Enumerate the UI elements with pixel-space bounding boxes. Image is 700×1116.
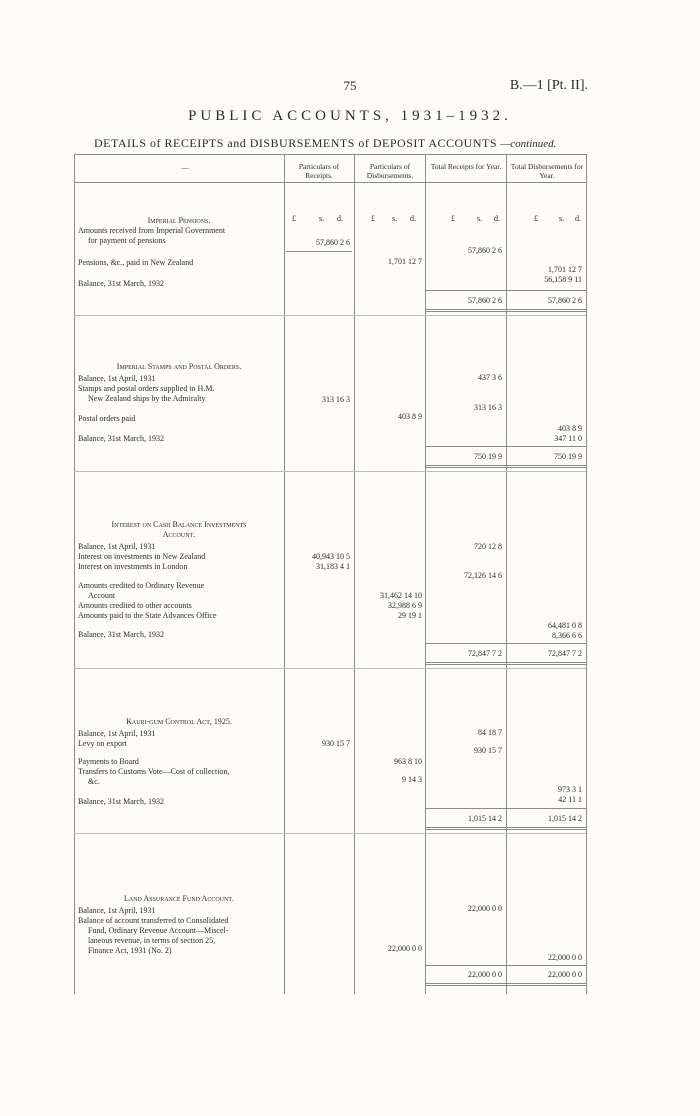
column-header-blank: — <box>181 163 189 172</box>
amount-cell: 42 11 1 <box>558 795 582 804</box>
amount-cell: 930 15 7 <box>322 739 350 748</box>
section-heading: Kauri-gum Control Act, 1925. <box>126 717 232 726</box>
column-header-total-receipts: Total Receipts for Year. <box>430 162 502 171</box>
amount-cell: 40,943 10 5 <box>312 552 350 561</box>
row-label: Balance, 31st March, 1932 <box>78 279 164 288</box>
column-header-total-disbursements: Total Disbursements for Year. <box>510 162 584 180</box>
section-heading: Land Assurance Fund Account. <box>123 894 234 903</box>
row-label: Balance of account transferred to Consolidated <box>78 916 229 925</box>
amount-cell: 57,860 2 6 <box>468 246 502 255</box>
row-label: Interest on investments in London <box>78 562 188 571</box>
total-rule <box>425 965 586 966</box>
shilling-sign: s. <box>319 214 325 223</box>
section-heading: Imperial Stamps and Postal Orders. <box>116 362 242 371</box>
section-divider <box>74 668 586 669</box>
amount-cell: 1,701 12 7 <box>388 257 422 266</box>
row-label: Postal orders paid <box>78 414 136 423</box>
shilling-sign: s. <box>477 214 483 223</box>
total-cell: 57,860 2 6 <box>468 296 502 305</box>
row-label: Balance, 1st April, 1931 <box>78 906 156 915</box>
double-rule <box>425 662 586 663</box>
amount-cell: 313 16 3 <box>474 403 502 412</box>
amount-cell: 973 3 1 <box>558 785 582 794</box>
row-label: Transfers to Customs Vote—Cost of collection, <box>78 767 230 776</box>
total-rule <box>425 446 586 447</box>
row-label: Account <box>88 591 116 600</box>
row-label: Amounts credited to Ordinary Revenue <box>78 581 205 590</box>
subtotal-rule <box>286 251 352 252</box>
row-label: Balance, 1st April, 1931 <box>78 374 156 383</box>
row-label: Stamps and postal orders supplied to H.M. <box>78 384 215 393</box>
row-label: Interest on investments in New Zealand <box>78 552 206 561</box>
total-cell: 22,000 0 0 <box>548 970 582 979</box>
pound-sign: £ <box>292 214 296 223</box>
amount-cell: 347 11 0 <box>554 434 582 443</box>
row-label: Finance Act, 1931 (No. 2) <box>88 946 172 955</box>
pence-sign: d. <box>494 214 500 223</box>
section-heading: Interest on Cash Balance Investments <box>111 520 247 529</box>
double-rule <box>425 985 586 986</box>
row-label: Amounts credited to other accounts <box>78 601 192 610</box>
section-divider <box>74 315 586 316</box>
row-label: Balance, 1st April, 1931 <box>78 729 156 738</box>
amount-cell: 32,988 6 9 <box>388 601 422 610</box>
amount-cell: 437 3 6 <box>478 373 502 382</box>
table-right-rule <box>586 154 587 994</box>
shilling-sign: s. <box>559 214 565 223</box>
total-cell: 1,015 14 2 <box>468 814 502 823</box>
column-header-receipts: Particulars of Receipts. <box>298 162 340 180</box>
subtitle-text: DETAILS of RECEIPTS and DISBURSEMENTS of DEPOSIT ACCOUNTS <box>94 136 498 150</box>
row-label: Pensions, &c., paid in New Zealand <box>78 258 194 267</box>
amount-cell: 29 19 1 <box>398 611 422 620</box>
total-cell: 72,847 7 2 <box>468 649 502 658</box>
amount-cell: 313 16 3 <box>322 395 350 404</box>
total-cell: 1,015 14 2 <box>548 814 582 823</box>
page-subtitle <box>94 136 556 151</box>
total-cell: 22,000 0 0 <box>468 970 502 979</box>
pence-sign: d. <box>410 214 416 223</box>
amount-cell: 930 15 7 <box>474 746 502 755</box>
total-rule <box>425 808 586 809</box>
pound-sign: £ <box>371 214 375 223</box>
amount-cell: 72,126 14 6 <box>464 571 502 580</box>
row-label: Balance, 31st March, 1932 <box>78 797 164 806</box>
amount-cell: 963 8 10 <box>394 757 422 766</box>
total-cell: 72,847 7 2 <box>548 649 582 658</box>
section-heading: Imperial Pensions. <box>147 216 211 225</box>
double-rule <box>425 309 586 310</box>
amount-cell: 22,000 0 0 <box>548 953 582 962</box>
row-label: for payment of pensions <box>88 236 166 245</box>
table-top-rule <box>74 154 586 155</box>
amount-cell: 84 18 7 <box>478 728 502 737</box>
amount-cell: 64,481 0 8 <box>548 621 582 630</box>
total-rule <box>425 643 586 644</box>
row-label: Balance, 31st March, 1932 <box>78 434 164 443</box>
double-rule <box>425 827 586 828</box>
double-rule <box>425 465 586 466</box>
amount-cell: 403 8 9 <box>398 412 422 421</box>
page-number: 75 <box>343 78 357 93</box>
column-rule-1 <box>284 154 285 994</box>
amount-cell: 31,183 4 1 <box>316 562 350 571</box>
row-label: &c. <box>88 777 100 786</box>
amount-cell: 56,158 9 11 <box>544 275 582 284</box>
double-rule <box>425 311 586 312</box>
row-label: Levy on export <box>78 739 127 748</box>
double-rule <box>425 829 586 830</box>
amount-cell: 403 8 9 <box>558 424 582 433</box>
subtitle-suffix: —continued. <box>500 138 557 150</box>
section-divider <box>74 471 586 472</box>
row-label: New Zealand ships by the Admiralty <box>88 394 206 403</box>
column-rule-2 <box>354 154 355 994</box>
double-rule <box>425 467 586 468</box>
amount-cell: 31,462 14 10 <box>380 591 422 600</box>
header-rule <box>74 182 586 183</box>
row-label: Amounts paid to the State Advances Office <box>78 611 217 620</box>
row-label: Balance, 1st April, 1931 <box>78 542 156 551</box>
amount-cell: 57,860 2 6 <box>316 238 350 247</box>
amount-cell: 8,366 6 6 <box>552 631 582 640</box>
pence-sign: d. <box>575 214 581 223</box>
page-title: PUBLIC ACCOUNTS, 1931–1932. <box>188 108 512 124</box>
section-heading-continued: Account. <box>162 530 196 539</box>
total-cell: 750 19 9 <box>474 452 502 461</box>
total-cell: 57,860 2 6 <box>548 296 582 305</box>
double-rule <box>425 664 586 665</box>
pound-sign: £ <box>451 214 455 223</box>
total-rule <box>425 290 586 291</box>
row-label: Amounts received from Imperial Government <box>78 226 226 235</box>
report-reference: B.—1 [Pt. II]. <box>509 78 588 93</box>
amount-cell: 22,000 0 0 <box>468 904 502 913</box>
row-label: Payments to Board <box>78 757 139 766</box>
amount-cell: 1,701 12 7 <box>548 265 582 274</box>
total-cell: 750 19 9 <box>554 452 582 461</box>
pound-sign: £ <box>534 214 538 223</box>
row-label: Fund, Ordinary Revenue Account—Miscel- <box>88 926 229 935</box>
amount-cell: 9 14 3 <box>402 775 422 784</box>
section-divider <box>74 833 586 834</box>
pence-sign: d. <box>337 214 343 223</box>
amount-cell: 22,000 0 0 <box>388 944 422 953</box>
amount-cell: 720 12 8 <box>474 542 502 551</box>
shilling-sign: s. <box>392 214 398 223</box>
double-rule <box>425 983 586 984</box>
row-label: Balance, 31st March, 1932 <box>78 630 164 639</box>
column-header-disbursements: Particulars of Disbursements. <box>366 162 414 180</box>
row-label: laneous revenue, in terms of section 25, <box>88 936 216 945</box>
table-left-rule <box>74 154 75 994</box>
